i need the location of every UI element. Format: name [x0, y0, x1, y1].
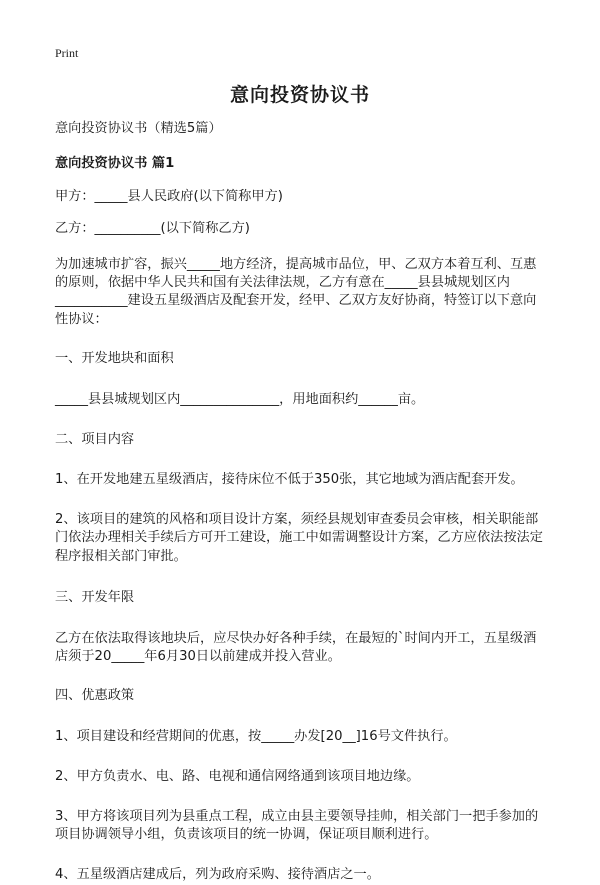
section-3-body: 乙方在依法取得该地块后，应尽快办好各种手续，在最短的`时间内开工，五星级酒店须于20_____年6月30日以前建成并投入营业。 [55, 630, 537, 664]
party-b-line: 乙方：__________(以下简称乙方) [55, 221, 250, 237]
page-title: 意向投资协议书 [229, 84, 370, 106]
section-4-heading: 四、优惠政策 [55, 688, 135, 704]
section-1-heading: 一、开发地块和面积 [55, 351, 174, 367]
section-4-item-2: 2、甲方负责水、电、路、电视和通信网络通到该项目地边缘。 [55, 769, 420, 785]
print-link[interactable]: Print [55, 46, 79, 60]
section-2-item-2: 2、该项目的建筑的风格和项目设计方案，须经县规划审查委员会审核，相关职能部门依法办理相关手续后方可开工建设，施工中如需调整设计方案，乙方应依法按法定程序报相关部门审批。 [55, 511, 543, 564]
section-4-item-4: 4、五星级酒店建成后，列为政府采购、接待酒店之一。 [55, 867, 380, 883]
section-1-body: _____县县城规划区内_______________，用地面积约______亩。 [55, 391, 425, 407]
section-4-item-3: 3、甲方将该项目列为县重点工程，成立由县主要领导挂帅，相关部门一把手参加的项目协调领导小组，负责该项目的统一协调，保证项目顺利进行。 [55, 808, 539, 842]
section-2-item-1: 1、在开发地建五星级酒店，接待床位不低于350张，其它地域为酒店配套开发。 [55, 472, 524, 488]
section-4-item-1: 1、项目建设和经营期间的优惠，按_____办发[20__]16号文件执行。 [55, 728, 457, 744]
section-3-heading: 三、开发年限 [55, 590, 135, 606]
document-subtitle: 意向投资协议书（精选5篇） [55, 121, 222, 136]
party-a-line: 甲方：_____县人民政府(以下简称甲方) [55, 188, 283, 204]
article-heading: 意向投资协议书 篇1 [55, 156, 175, 172]
section-2-heading: 二、项目内容 [55, 432, 135, 448]
intro-paragraph: 为加速城市扩容，振兴_____地方经济，提高城市品位，甲、乙双方本着互利、互惠的原则，依据中华人民共和国有关法律法规，乙方有意在_____县县城规划区内___________建设五星级酒店及配套开发，经甲、乙双方友好协商，特签订以下意向性协议： [55, 256, 537, 327]
document-body [55, 120, 545, 885]
